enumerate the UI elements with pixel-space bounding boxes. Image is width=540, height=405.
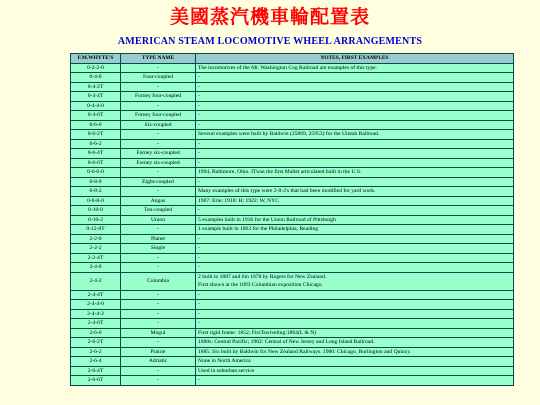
whyte-cell: 0-12-0T bbox=[71, 225, 121, 235]
whyte-cell: 2-6-4 bbox=[71, 357, 121, 367]
header-notes: NOTES, FIRST EXAMPLES bbox=[196, 54, 514, 64]
notes-cell: - bbox=[196, 263, 514, 273]
whyte-cell: 2-4-4-0 bbox=[71, 300, 121, 310]
notes-cell: The locomotives of the Mt. Washington Cog Railroad are examples of this type. bbox=[196, 63, 514, 73]
notes-cell: 1 example built in 1863 for the Philadelphia, Reading bbox=[196, 225, 514, 235]
whyte-cell: 2-6-2 bbox=[71, 347, 121, 357]
table-row bbox=[71, 149, 514, 159]
notes-cell: - bbox=[196, 244, 514, 254]
table-header-row bbox=[71, 54, 514, 64]
table-row bbox=[71, 347, 514, 357]
whyte-cell: 2-6-2T bbox=[71, 338, 121, 348]
notes-cell: - bbox=[196, 82, 514, 92]
whyte-cell: 0-6-6T bbox=[71, 158, 121, 168]
whyte-cell: 0-4-6T bbox=[71, 111, 121, 121]
type-name-cell: - bbox=[121, 338, 196, 348]
whyte-cell: 0-6-4T bbox=[71, 149, 121, 159]
table-row bbox=[71, 130, 514, 140]
whyte-cell: 2-6-6T bbox=[71, 376, 121, 386]
table-row bbox=[71, 196, 514, 206]
type-name-cell: Angus bbox=[121, 196, 196, 206]
table-row bbox=[71, 376, 514, 386]
type-name-cell: Eight-coupled bbox=[121, 177, 196, 187]
type-name-cell: Six-coupled bbox=[121, 120, 196, 130]
table-row bbox=[71, 253, 514, 263]
table-row bbox=[71, 73, 514, 83]
notes-line: First shown at the 1893 Columbian exposition Chicago. bbox=[198, 282, 323, 288]
table-row bbox=[71, 215, 514, 225]
table-row bbox=[71, 244, 514, 254]
type-name-cell: Four-coupled bbox=[121, 73, 196, 83]
table-row bbox=[71, 120, 514, 130]
notes-cell: - bbox=[196, 101, 514, 111]
table-row bbox=[71, 225, 514, 235]
whyte-cell: 0-4-0 bbox=[71, 73, 121, 83]
table-row bbox=[71, 177, 514, 187]
type-name-cell: - bbox=[121, 309, 196, 319]
type-name-cell: - bbox=[121, 130, 196, 140]
table-row bbox=[71, 309, 514, 319]
type-name-cell: Columbia bbox=[121, 272, 196, 290]
table-row bbox=[71, 168, 514, 178]
notes-cell: - bbox=[196, 300, 514, 310]
table-row bbox=[71, 82, 514, 92]
table-row bbox=[71, 111, 514, 121]
type-name-cell: - bbox=[121, 101, 196, 111]
type-name-cell: Single bbox=[121, 244, 196, 254]
whyte-cell: 0-4-2T bbox=[71, 82, 121, 92]
notes-cell: - bbox=[196, 149, 514, 159]
table-row bbox=[71, 63, 514, 73]
whyte-cell: 0-8-8-0 bbox=[71, 196, 121, 206]
header-type-name: TYPE NAME bbox=[121, 54, 196, 64]
notes-cell bbox=[196, 272, 514, 290]
type-name-cell: - bbox=[121, 82, 196, 92]
whyte-cell: 0-4-4-0 bbox=[71, 101, 121, 111]
whyte-cell: 0-2-2-0 bbox=[71, 63, 121, 73]
notes-cell: - bbox=[196, 92, 514, 102]
whyte-cell: 2-6-0 bbox=[71, 328, 121, 338]
notes-cell: First rigid frame: 1852; FirsTswiveling:1864(L & N) bbox=[196, 328, 514, 338]
notes-cell: - bbox=[196, 177, 514, 187]
table-row bbox=[71, 234, 514, 244]
type-name-cell: - bbox=[121, 319, 196, 329]
notes-line: 2 built in 1887 and 6in 1878 by Rogers for New Zealand. bbox=[198, 273, 327, 280]
type-name-cell: - bbox=[121, 225, 196, 235]
notes-cell: None in North America bbox=[196, 357, 514, 367]
type-name-cell: Planet bbox=[121, 234, 196, 244]
notes-cell: - bbox=[196, 253, 514, 263]
whyte-cell: 2-4-4-2 bbox=[71, 309, 121, 319]
whyte-cell: 2-2-4T bbox=[71, 253, 121, 263]
notes-cell: 1880s: Central Pacific; 1902: Central of New Jersey and Long Island Railroad. bbox=[196, 338, 514, 348]
table-row bbox=[71, 206, 514, 216]
type-name-cell: Forney four-coupled bbox=[121, 92, 196, 102]
table-row bbox=[71, 187, 514, 197]
type-name-cell: - bbox=[121, 187, 196, 197]
type-name-cell: Adriatic bbox=[121, 357, 196, 367]
table-row bbox=[71, 101, 514, 111]
whyte-cell: 0-4-4T bbox=[71, 92, 121, 102]
whyte-cell: 2-2-2 bbox=[71, 244, 121, 254]
type-name-cell: - bbox=[121, 290, 196, 300]
whyte-cell: 0-6-2 bbox=[71, 139, 121, 149]
table-row bbox=[71, 263, 514, 273]
table-row bbox=[71, 92, 514, 102]
type-name-cell: - bbox=[121, 263, 196, 273]
notes-cell: Many examples of this type were 2-8-2's that had been modified for yard work. bbox=[196, 187, 514, 197]
table-row bbox=[71, 139, 514, 149]
table-row bbox=[71, 272, 514, 290]
type-name-cell: Mogul bbox=[121, 328, 196, 338]
notes-cell: 5 examples built in 1936 for the Union Railroad of Pittsburgh bbox=[196, 215, 514, 225]
table-row bbox=[71, 300, 514, 310]
table-row bbox=[71, 319, 514, 329]
type-name-cell: Union bbox=[121, 215, 196, 225]
type-name-cell: - bbox=[121, 139, 196, 149]
page-title-english: AMERICAN STEAM LOCOMOTIVE WHEEL ARRANGEMENTS bbox=[117, 36, 423, 47]
type-name-cell: Forney six-coupled bbox=[121, 158, 196, 168]
notes-cell: - bbox=[196, 309, 514, 319]
header-whyte: F.M.WHYTE'S bbox=[71, 54, 121, 64]
whyte-cell: 2-4-2 bbox=[71, 272, 121, 290]
type-name-cell: Forney six-coupled bbox=[121, 149, 196, 159]
table-row bbox=[71, 328, 514, 338]
whyte-cell: 0-8-2 bbox=[71, 187, 121, 197]
notes-cell: 1907: Erie; 1910: H; 1922: W, NYC bbox=[196, 196, 514, 206]
table-row bbox=[71, 338, 514, 348]
whyte-cell: 0-6-2T bbox=[71, 130, 121, 140]
whyte-cell: 0-10-0 bbox=[71, 206, 121, 216]
type-name-cell: Forney four-coupled bbox=[121, 111, 196, 121]
whyte-cell: 0-8-0 bbox=[71, 177, 121, 187]
type-name-cell: Ten-coupled bbox=[121, 206, 196, 216]
whyte-cell: 0-10-2 bbox=[71, 215, 121, 225]
notes-cell: - bbox=[196, 206, 514, 216]
notes-cell: - bbox=[196, 139, 514, 149]
whyte-cell: 0-6-6-0 bbox=[71, 168, 121, 178]
table-row bbox=[71, 158, 514, 168]
type-name-cell: - bbox=[121, 366, 196, 376]
notes-cell: - bbox=[196, 73, 514, 83]
whyte-cell: 2-4-6T bbox=[71, 319, 121, 329]
whyte-cell: 2-2-0 bbox=[71, 234, 121, 244]
notes-cell: - bbox=[196, 319, 514, 329]
notes-cell: Used in suburban service bbox=[196, 366, 514, 376]
table-row bbox=[71, 290, 514, 300]
notes-cell: - bbox=[196, 120, 514, 130]
whyte-cell: 2-4-0 bbox=[71, 263, 121, 273]
type-name-cell: - bbox=[121, 376, 196, 386]
whyte-cell: 2-4-4T bbox=[71, 290, 121, 300]
type-name-cell: - bbox=[121, 168, 196, 178]
table-row bbox=[71, 357, 514, 367]
notes-cell: - bbox=[196, 234, 514, 244]
type-name-cell: - bbox=[121, 63, 196, 73]
notes-cell: - bbox=[196, 376, 514, 386]
notes-cell: 1885: Six built by Baldwin for New Zealand Railways. 1900: Chicago, Burlington and Quincy. bbox=[196, 347, 514, 357]
table-row bbox=[71, 366, 514, 376]
notes-cell: - bbox=[196, 111, 514, 121]
page-title-chinese: 美國蒸汽機車輪配置表 bbox=[169, 6, 370, 28]
whyte-cell: 0-6-0 bbox=[71, 120, 121, 130]
type-name-cell: - bbox=[121, 253, 196, 263]
notes-cell: Several examples were built by Baldwin (25869, 25953) for the Uintah Railroad. bbox=[196, 130, 514, 140]
notes-cell: - bbox=[196, 158, 514, 168]
whyte-cell: 2-6-4T bbox=[71, 366, 121, 376]
type-name-cell: - bbox=[121, 300, 196, 310]
wheel-arrangement-table bbox=[70, 53, 514, 386]
notes-cell: - bbox=[196, 290, 514, 300]
notes-cell: 1904, Baltimore, Ohio. ITwas the first Mallet articulated built in the U.S. bbox=[196, 168, 514, 178]
type-name-cell: Prairie bbox=[121, 347, 196, 357]
